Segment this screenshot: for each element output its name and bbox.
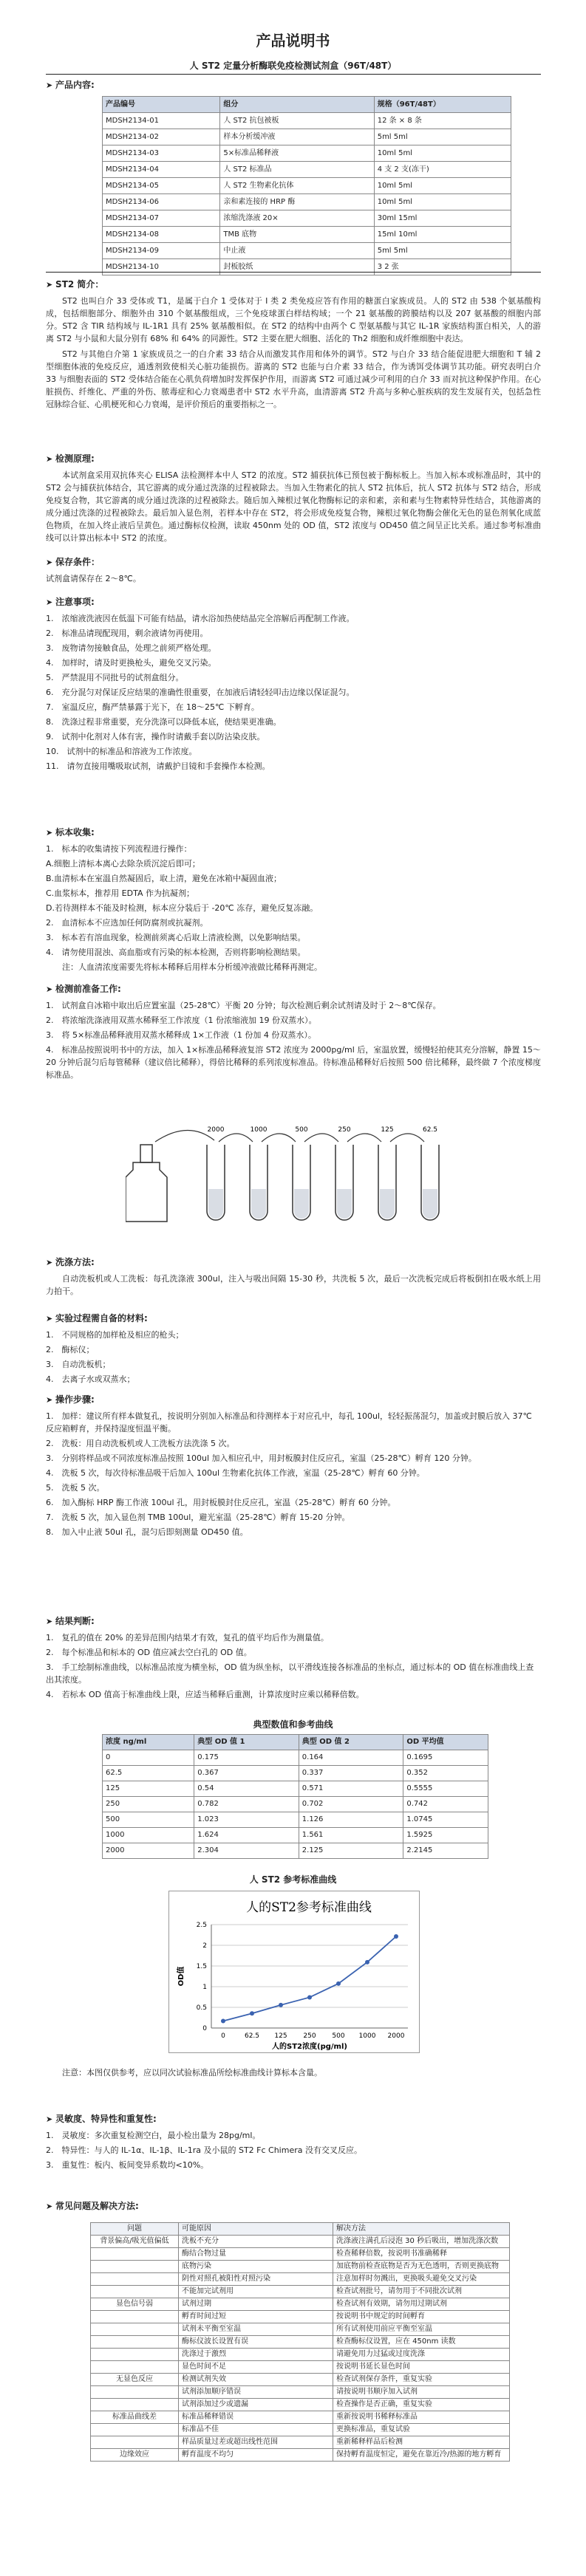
step-item: 2. 洗板：用自动洗板机或人工洗板方法洗涤 5 次。 (46, 1438, 235, 1448)
transfer-arrow (262, 1134, 296, 1142)
table-cell: MDSH2134-04 (103, 162, 220, 178)
table-row (91, 2411, 510, 2424)
section-title: ➤ 实验过程需自备的材料: (46, 1312, 541, 1326)
table-row (103, 162, 511, 178)
table-cell: 0 (103, 1750, 194, 1766)
table-cell: 2.304 (194, 1843, 299, 1859)
divider (46, 272, 541, 273)
table-cell: 2.2145 (403, 1843, 488, 1859)
table-row (103, 227, 511, 243)
table-cell: 中止液 (220, 243, 374, 259)
table-cell: 1.023 (194, 1812, 299, 1828)
table-row (91, 2436, 510, 2449)
table-cell: 不能加完试剂用 (179, 2286, 333, 2298)
table-cell: MDSH2134-10 (103, 259, 220, 275)
table-cell: 显色信号弱 (91, 2298, 179, 2311)
note-item: 5. 严禁混用不同批号的试剂盒组分。 (46, 672, 184, 682)
material-item: 4. 去离子水或双蒸水； (46, 1374, 135, 1384)
standard-curve-chart (168, 1891, 420, 2053)
results-list (46, 1631, 541, 1701)
steps-list (46, 1410, 541, 1538)
x-axis-label: 人的ST2浓度(pg/ml) (272, 2043, 347, 2051)
table-row (103, 243, 511, 259)
table-row (103, 194, 511, 210)
section-title: ➤ 结果判断: (46, 1614, 541, 1628)
dilution-tube (293, 1126, 338, 1220)
table-cell: 浓缩洗涤液 20× (220, 210, 374, 227)
prep-list (46, 999, 541, 1081)
table-row (103, 145, 511, 162)
principle-paragraph: 本试剂盒采用双抗体夹心 ELISA 法检测样本中人 ST2 的浓度。ST2 捕获抗体已预包被于酶标板上。当加入标本或标准品时，其中的 ST2 会与捕获抗体结合，其它游离的成分通过洗涤的过程被除去。当加入生物素化的抗人 ST2 抗体后，抗人 ST2 抗体与 ST2 结合，形成免疫复合物，其它游离的成分通过洗涤的过程被除去。随后加入辣根过氧化物酶标记的亲和素，亲和素与生物素特异性结合，其他游离的成分通过洗涤的过程被除去。最后加入显色剂，若样本中存在 ST2，将会形成免疫复合物，辣根过氧化物酶会催化无色的显色剂氧化成蓝色物质，在加入终止液后呈黄色。通过酶标仪检测，读取 450nm 处的 OD 值，ST2 浓度与 OD450 值之间呈正比关系。通过参考标准曲线可以计算出标本中 ST2 的浓度。 (46, 470, 541, 543)
table-cell (91, 2248, 179, 2261)
table-cell (91, 2311, 179, 2323)
table-cell: 保持孵育温度恒定，避免在靠近冷/热源的地方孵育 (333, 2449, 510, 2462)
table-cell: 检查酶标仪设置，应在 450nm 读数 (333, 2336, 510, 2349)
transfer-arrow (155, 1130, 214, 1142)
result-item: 4. 若标本 OD 值高于标准曲线上限，应适当稀释后重测，计算浓度时应乘以稀释倍数。 (46, 1689, 364, 1699)
table-row (91, 2449, 510, 2462)
dilution-tube (378, 1126, 424, 1220)
column-header: 典型 OD 值 1 (194, 1735, 299, 1750)
tube-label: 1000 (250, 1126, 268, 1134)
column-header: 组分 (220, 97, 374, 113)
performance-item: 2. 特异性：与人的 IL-1α、IL-1β、IL-1ra 及小鼠的 ST2 Fc Chimera 没有交叉反应。 (46, 2145, 362, 2155)
table-cell: 亲和素连接的 HRP 酶 (220, 194, 374, 210)
table-cell: 试剂添加过少或遗漏 (179, 2399, 333, 2411)
section-faq (46, 2199, 541, 2216)
table-cell: 0.367 (194, 1766, 299, 1781)
table-cell: 10ml 5ml (374, 178, 511, 194)
table-row (103, 210, 511, 227)
tube-label: 250 (338, 1126, 351, 1134)
table-cell: 边缘效应 (91, 2449, 179, 2462)
table-row (91, 2311, 510, 2323)
table-cell: TMB 底物 (220, 227, 374, 243)
table-cell: 检查试剂批号，请勿用于不同批次试剂 (333, 2286, 510, 2298)
section-notes (46, 595, 541, 775)
note-item: 4. 加样时，请及时更换枪头，避免交叉污染。 (46, 657, 217, 668)
materials-list (46, 1329, 541, 1385)
table-cell (91, 2399, 179, 2411)
table-cell: 可能原因 (179, 2223, 333, 2236)
step-item: 7. 洗板 5 次，加入显色剂 TMB 100ul，避光室温（25-28℃）孵育 15-20 分钟。 (46, 1512, 350, 1522)
x-tick-label: 2000 (387, 2032, 405, 2040)
table-cell: 10ml 5ml (374, 145, 511, 162)
step-item: 1. 加样：建议所有样本做复孔，按说明分别加入标准品和待测样本于对应孔中，每孔 100ul，轻轻振荡混匀，加盖或封膜后放入 37℃ 反应箱孵育，并保持湿度恒温平衡。 (46, 1411, 532, 1433)
table-cell: 1.5925 (403, 1828, 488, 1843)
table-cell: 重新稀释样品后检测 (333, 2436, 510, 2449)
section-results (46, 1614, 541, 1703)
table-cell: 样品质量过差或超出线性范围 (179, 2436, 333, 2449)
note-item: 3. 废物请勿接触食品，处理之前须严格处理。 (46, 643, 217, 653)
table-cell: 试剂未平衡至室温 (179, 2323, 333, 2336)
dilution-tube (250, 1126, 296, 1220)
transfer-arrow (390, 1134, 424, 1142)
standard-values-table (102, 1734, 488, 1859)
dilution-tube (335, 1126, 381, 1220)
table-cell: MDSH2134-09 (103, 243, 220, 259)
chart-note: 注意：本图仅供参考，应以同次试验标准品所绘标准曲线计算标本含量。 (62, 2068, 322, 2077)
table-cell: 1.624 (194, 1828, 299, 1843)
table-cell: 5ml 5ml (374, 129, 511, 145)
result-item: 3. 手工绘制标准曲线，以标准品浓度为横坐标，OD 值为纵坐标，以平滑线连接各标准品的坐标点，通过标本的 OD 值在标准曲线上查出其浓度。 (46, 1662, 534, 1685)
table-cell: 检查操作是否正确，重复实验 (333, 2399, 510, 2411)
table-cell: 检查试剂保存条件，重复实验 (333, 2374, 510, 2386)
table-cell: 0.175 (194, 1750, 299, 1766)
table-cell (91, 2286, 179, 2298)
table-cell: MDSH2134-02 (103, 129, 220, 145)
table-cell: 3 2 张 (374, 259, 511, 275)
table-cell: 62.5 (103, 1766, 194, 1781)
table-cell: 2.125 (299, 1843, 403, 1859)
table-cell: 洗涤液注满孔后浸泡 30 秒后吸出，增加洗涤次数 (333, 2236, 510, 2248)
table-cell: MDSH2134-01 (103, 113, 220, 129)
section-title: ➤ 检测原理: (46, 452, 541, 466)
y-tick-label: 0.5 (196, 2004, 207, 2012)
table-cell: 请避免用力过猛或过度洗涤 (333, 2349, 510, 2361)
section-title: ➤ 保存条件： (46, 555, 541, 569)
table-row (103, 1843, 488, 1859)
note-item: 6. 充分混匀对保证反应结果的准确性很重要，在加液后请轻轻叩击边缘以保证混匀。 (46, 687, 355, 697)
note-item: 1. 浓缩液洗液因在低温下可能有结晶，请水浴加热使结晶完全溶解后再配制工作液。 (46, 613, 355, 623)
table-row (103, 1750, 488, 1766)
table-cell: 0.164 (299, 1750, 403, 1766)
note-item: 7. 室温反应，酶严禁暴露于光下，在 18～25℃ 下孵育。 (46, 702, 259, 712)
table-cell: MDSH2134-07 (103, 210, 220, 227)
sample-item: 注：人血清浓度需要先将标本稀释后用样本分析缓冲液做比稀释再测定。 (46, 962, 322, 972)
table-cell: 人 ST2 标准品 (220, 162, 374, 178)
prep-item: 4. 标准品按照说明书中的方法，加入 1×标准品稀释液复溶 ST2 浓度为 2000pg/ml 后，室温放置，缓慢轻拍使其充分溶解，静置 15～20 分钟后混匀后每管稀释（建议倍比稀释），得倍比稀释的系列浓度标准品。待标准品稀释好后按照 500 倍比稀释，最终做 7 个浓度梯度标准品。 (46, 1044, 541, 1080)
column-header: 典型 OD 值 2 (299, 1735, 403, 1750)
table-cell: 问题 (91, 2223, 179, 2236)
x-tick-label: 250 (303, 2032, 316, 2040)
table-cell: 孵育时间过短 (179, 2311, 333, 2323)
column-header: 规格（96T/48T） (374, 97, 511, 113)
wash-text: 自动洗板机或人工洗板：每孔洗涤液 300ul，注入与吸出间隔 15-30 秒，共洗板 5 次，最后一次洗板完成后将板倒扣在吸水纸上用力拍干。 (46, 1273, 541, 1296)
table-cell: 底物污染 (179, 2261, 333, 2273)
transfer-arrow (347, 1134, 381, 1142)
section-title: ➤ 操作步骤: (46, 1393, 541, 1407)
table-cell: 洗板不充分 (179, 2236, 333, 2248)
table-row (91, 2298, 510, 2311)
table-cell: 洗涤过于激烈 (179, 2349, 333, 2361)
table-cell: 5×标准品稀释液 (220, 145, 374, 162)
sample-item: 4. 请勿使用混浊、高血脂或有污染的标本检测，否则将影响检测结果。 (46, 947, 306, 957)
y-tick-label: 1.5 (196, 1963, 207, 1970)
prep-item: 3. 将 5×标准品稀释液用双蒸水稀释成 1×工作液（1 份加 4 份双蒸水）。 (46, 1030, 316, 1040)
table-row (91, 2374, 510, 2386)
table-cell (91, 2361, 179, 2374)
transfer-arrow (219, 1134, 253, 1142)
table-cell: 标准品曲线差 (91, 2411, 179, 2424)
table-row (91, 2361, 510, 2374)
section-title: ➤ 检测前准备工作: (46, 982, 541, 996)
table-row (103, 1797, 488, 1812)
data-point (307, 1995, 312, 1999)
table-cell: MDSH2134-06 (103, 194, 220, 210)
table-cell: 1000 (103, 1828, 194, 1843)
x-tick-label: 1000 (358, 2032, 376, 2040)
y-tick-label: 0 (202, 2025, 207, 2032)
table-cell: 试剂过期 (179, 2298, 333, 2311)
section-title: ➤ 洗涤方法: (46, 1256, 541, 1270)
section-principle (46, 452, 541, 547)
table-cell: 250 (103, 1797, 194, 1812)
performance-item: 3. 重复性：板内、板间变异系数均<10%。 (46, 2159, 209, 2170)
section-intro (46, 278, 541, 414)
tube-label: 500 (295, 1126, 308, 1134)
sample-item: A.细胞上清标本离心去除杂质沉淀后即可； (46, 858, 200, 869)
column-header: 浓度 ng/ml (103, 1735, 194, 1750)
table-row (91, 2323, 510, 2336)
table-cell: 检查稀释倍数，按说明书准确稀释 (333, 2248, 510, 2261)
section-materials (46, 1312, 541, 1388)
table-row (91, 2386, 510, 2399)
tube-label: 125 (381, 1126, 394, 1134)
chart-caption: 人 ST2 参考标准曲线 (249, 1874, 337, 1885)
table-cell: 125 (103, 1781, 194, 1797)
table-cell: 按说明书中规定的时间孵育 (333, 2311, 510, 2323)
table-cell: 检测试剂失效 (179, 2374, 333, 2386)
table-cell (91, 2273, 179, 2286)
table-cell: 10ml 5ml (374, 194, 511, 210)
step-item: 8. 加入中止液 50ul 孔，混匀后即刻测量 OD450 值。 (46, 1527, 248, 1537)
x-tick-label: 62.5 (244, 2032, 260, 2040)
section-sample (46, 826, 541, 976)
step-item: 4. 洗板 5 次，每次待标准品吸干后加入 100ul 生物素化抗体工作液，室温（25-28℃）孵育 60 分钟。 (46, 1467, 425, 1478)
table-cell: 人 ST2 生物素化抗体 (220, 178, 374, 194)
sample-item: 1. 标本的收集请按下列流程进行操作： (46, 843, 192, 854)
data-point (279, 2003, 283, 2007)
step-item: 6. 加入酶标 HRP 酶工作液 100ul 孔，用封板膜封住反应孔，室温（25-28℃）孵育 60 分钟。 (46, 1497, 396, 1507)
material-item: 1. 不同规格的加样枪及相应的枪头； (46, 1329, 184, 1340)
data-point (394, 1934, 398, 1939)
section-title: ➤ 常见问题及解决方法: (46, 2199, 541, 2213)
table-cell: MDSH2134-08 (103, 227, 220, 243)
table-cell: 0.54 (194, 1781, 299, 1797)
table-cell: 0.702 (299, 1797, 403, 1812)
storage-text: 试剂盒请保存在 2～8℃。 (46, 573, 141, 583)
intro-paragraph: ST2 也叫白介 33 受体或 T1，是属于白介 1 受体对于 I 类 2 类免疫应答有作用的糖蛋白家族成员。人的 ST2 由 538 个氨基酸构成，包括细胞部分、细胞外由 310 个氨基酸组成，三个免疫球蛋白样结构域；一个 21 氨基酸的跨膜结构以及 207 氨基酸的细胞内部分。ST2 含 TIR 结构域与 IL-1R1 具有 25% 氨基酸相似。在 ST2 的结构中由两个 C 型氨基酸与其它 IL-1R 家族结构蛋白相关，人的游离 ST2 与小鼠和大鼠分别有 68% 和 64% 的同源性。ST2 主要在肥大细胞、活化的 Th2 细胞和成纤维细胞中表达。 (46, 295, 541, 343)
performance-item: 1. 灵敏度：多次重复检测空白，最小检出量为 28pg/ml。 (46, 2130, 261, 2140)
table-cell: 人 ST2 抗包被板 (220, 113, 374, 129)
table-cell: 试剂添加顺序错误 (179, 2386, 333, 2399)
table-cell: 无显色反应 (91, 2374, 179, 2386)
table-cell: 15ml 10ml (374, 227, 511, 243)
table-cell: MDSH2134-03 (103, 145, 220, 162)
table-row (103, 259, 511, 275)
material-item: 2. 酶标仪； (46, 1344, 95, 1354)
y-tick-label: 2 (202, 1942, 207, 1950)
note-item: 11. 请勿直接用嘴吸取试剂，请戴护目镜和手套操作本检测。 (46, 761, 270, 772)
table-row (103, 1812, 488, 1828)
document-title: 产品说明书 (256, 32, 330, 49)
table-row (91, 2349, 510, 2361)
data-point (365, 1960, 369, 1964)
table-cell: 所有试剂使用前应平衡至室温 (333, 2323, 510, 2336)
sample-item: B.血清标本在室温自然凝固后，取上清，避免在冰箱中凝固血液； (46, 873, 282, 883)
table-cell: 请按说明书顺序加入试剂 (333, 2386, 510, 2399)
table-row (103, 113, 511, 129)
column-header: 产品编号 (103, 97, 220, 113)
section-prep (46, 982, 541, 1083)
table-cell: 12 条 × 8 条 (374, 113, 511, 129)
table-cell (91, 2336, 179, 2349)
table-cell: 500 (103, 1812, 194, 1828)
table-cell: 2000 (103, 1843, 194, 1859)
table-cell: 0.5555 (403, 1781, 488, 1797)
table-row (91, 2236, 510, 2248)
section-steps (46, 1393, 541, 1541)
section-title: ➤ 标本收集: (46, 826, 541, 840)
intro-paragraph: ST2 与其他白介第 1 家族成员之一的白介素 33 结合从而激发其作用和体外的调节。ST2 与白介 33 结合能促进肥大细胞和 T 辅 2 型细胞体液的免疫反应，通透剂致使相关心脏功能损伤。游离的 ST2 也能与白介素 33 结合，作为诱饵受体调节其功能。研究表明白介 33 与细胞表面的 ST2 受体结合能在心肌负荷增加时发挥保护作用，而游离 ST2 可通过减少可利用的白介 33 而对抗这种保护作用。在心脏损伤、纤维化、严重的外伤、脓毒症和心力衰竭患者中 ST2 水平升高，血清游离 ST2 升高与多种心脏疾病的发生发展有关，包括急性冠脉综合征、心肌梗死和心力衰竭，是评价预后的重要指标之一。 (46, 349, 541, 409)
table-row (103, 129, 511, 145)
table-cell: 1.0745 (403, 1812, 488, 1828)
stock-bottle (126, 1145, 167, 1222)
sample-item: C.血浆标本，推荐用 EDTA 作为抗凝剂； (46, 888, 194, 898)
table-row (103, 1766, 488, 1781)
faq-table (90, 2222, 510, 2462)
table-row (91, 2248, 510, 2261)
table-cell: 检查试剂有效期，请勿用过期试剂 (333, 2298, 510, 2311)
section-title: ➤ 注意事项: (46, 595, 541, 609)
chart-title: 人的ST2参考标准曲线 (246, 1900, 372, 1915)
prep-item: 2. 将浓缩洗涤液用双蒸水稀释至工作浓度（1 份浓缩液加 19 份双蒸水）。 (46, 1015, 317, 1025)
material-item: 3. 自动洗板机； (46, 1359, 111, 1369)
standard-table-title: 典型数值和参考曲线 (253, 1719, 333, 1730)
table-cell: 显色时间不足 (179, 2361, 333, 2374)
chart-note-block (46, 2066, 541, 2082)
table-cell: MDSH2134-05 (103, 178, 220, 194)
table-cell: 按说明书延长显色时间 (333, 2361, 510, 2374)
x-tick-label: 125 (274, 2032, 287, 2040)
table-cell: 解决方法 (333, 2223, 510, 2236)
table-cell: 加底物前检查底物是否为无色透明，否则更换底物 (333, 2261, 510, 2273)
y-axis-label: OD值 (177, 1966, 185, 1987)
table-row (103, 1781, 488, 1797)
table-cell: 注意加样时勿溅出，更换吸头避免交叉污染 (333, 2273, 510, 2286)
dilution-diagram (126, 1115, 466, 1233)
table-cell (91, 2349, 179, 2361)
x-tick-label: 500 (332, 2032, 345, 2040)
table-cell: 阴性对照孔被阳性对照污染 (179, 2273, 333, 2286)
tube-label: 2000 (207, 1126, 225, 1134)
x-tick-label: 0 (221, 2032, 225, 2040)
table-row (91, 2286, 510, 2298)
sample-item: 3. 标本若有溶血现象，检测前须离心后取上清液检测，以免影响结果。 (46, 932, 306, 942)
tube-label: 62.5 (422, 1126, 438, 1134)
table-cell: 0.742 (403, 1797, 488, 1812)
table-cell: 重新按说明书稀释标准品 (333, 2411, 510, 2424)
section-title: ➤ 灵敏度、特异性和重复性: (46, 2112, 541, 2126)
section-contents (46, 78, 541, 95)
note-item: 10. 试剂中的标准品和溶液为工作浓度。 (46, 747, 197, 757)
table-row (91, 2399, 510, 2411)
table-cell: 封板胶纸 (220, 259, 374, 275)
table-cell: 标准品稀释错误 (179, 2411, 333, 2424)
table-row (91, 2223, 510, 2236)
data-point (336, 1981, 341, 1986)
table-cell: 背景偏高/吸光值偏低 (91, 2236, 179, 2248)
table-row (91, 2424, 510, 2436)
table-row (91, 2273, 510, 2286)
table-cell (91, 2323, 179, 2336)
table-row (103, 1828, 488, 1843)
table-cell: 5ml 5ml (374, 243, 511, 259)
result-item: 2. 每个标准品和标本的 OD 值应减去空白孔的 OD 值。 (46, 1647, 252, 1657)
prep-item: 1. 试剂盒自冰箱中取出后应置室温（25-28℃）平衡 20 分钟；每次检测后剩余试剂请及时于 2～8℃保存。 (46, 1000, 441, 1010)
table-cell: 标准品不佳 (179, 2424, 333, 2436)
table-row (103, 178, 511, 194)
table-cell (91, 2436, 179, 2449)
table-cell: 孵育温度不均匀 (179, 2449, 333, 2462)
notes-list (46, 612, 541, 773)
table-cell: 更换标准品，重复试验 (333, 2424, 510, 2436)
table-cell: 样本分析缓冲液 (220, 129, 374, 145)
components-table (102, 96, 511, 275)
section-storage (46, 555, 541, 588)
sample-item: D.若待测样本不能及时检测，标本应分装后于 -20℃ 冻存，避免反复冻融。 (46, 902, 318, 913)
step-item: 3. 分别将样品或不同浓度标准品按照 100ul 加入相应孔中，用封板膜封住反应孔，室温（25-28℃）孵育 120 分钟。 (46, 1453, 477, 1463)
table-cell: 0.571 (299, 1781, 403, 1797)
table-cell (91, 2424, 179, 2436)
table-cell: 酶结合物过量 (179, 2248, 333, 2261)
table-cell: 1.126 (299, 1812, 403, 1828)
column-header: OD 平均值 (403, 1735, 488, 1750)
sample-list (46, 843, 541, 973)
table-cell: 0.352 (403, 1766, 488, 1781)
section-performance (46, 2112, 541, 2174)
table-row (91, 2336, 510, 2349)
step-item: 5. 洗板 5 次。 (46, 1482, 105, 1493)
table-cell: 0.782 (194, 1797, 299, 1812)
sample-item: 2. 血清标本不应选加任何防腐剂或抗凝剂。 (46, 917, 208, 928)
table-cell (91, 2261, 179, 2273)
table-cell: 0.1695 (403, 1750, 488, 1766)
table-cell: 1.561 (299, 1828, 403, 1843)
result-item: 1. 复孔的值在 20% 的差异范围内结果才有效，复孔的值平均后作为测量值。 (46, 1632, 329, 1642)
dilution-tube (421, 1126, 439, 1220)
divider (46, 74, 541, 75)
table-cell: 0.337 (299, 1766, 403, 1781)
table-row (91, 2261, 510, 2273)
table-cell: 30ml 15ml (374, 210, 511, 227)
table-cell (91, 2386, 179, 2399)
table-cell: 酶标仪波长设置有误 (179, 2336, 333, 2349)
table-cell: 4 支 2 支(冻干) (374, 162, 511, 178)
performance-list (46, 2129, 541, 2171)
product-subtitle: 人 ST2 定量分析酶联免疫检测试剂盒（96T/48T） (189, 61, 397, 71)
section-wash (46, 1256, 541, 1301)
note-item: 9. 试剂中化剂对人体有害，操作时请戴手套以防沾染皮肤。 (46, 731, 265, 741)
note-item: 2. 标准品请现配现用，剩余液请勿再使用。 (46, 628, 208, 638)
y-tick-label: 2.5 (196, 1922, 207, 1929)
section-title: ➤ 产品内容: (46, 78, 541, 92)
note-item: 8. 洗涤过程非常重要，充分洗涤可以降低本底，使结果更准确。 (46, 716, 282, 727)
section-title: ➤ ST2 简介： (46, 278, 541, 292)
transfer-arrow (304, 1134, 338, 1142)
data-point (221, 2019, 225, 2024)
data-point (250, 2011, 254, 2015)
y-tick-label: 1 (202, 1984, 207, 1991)
